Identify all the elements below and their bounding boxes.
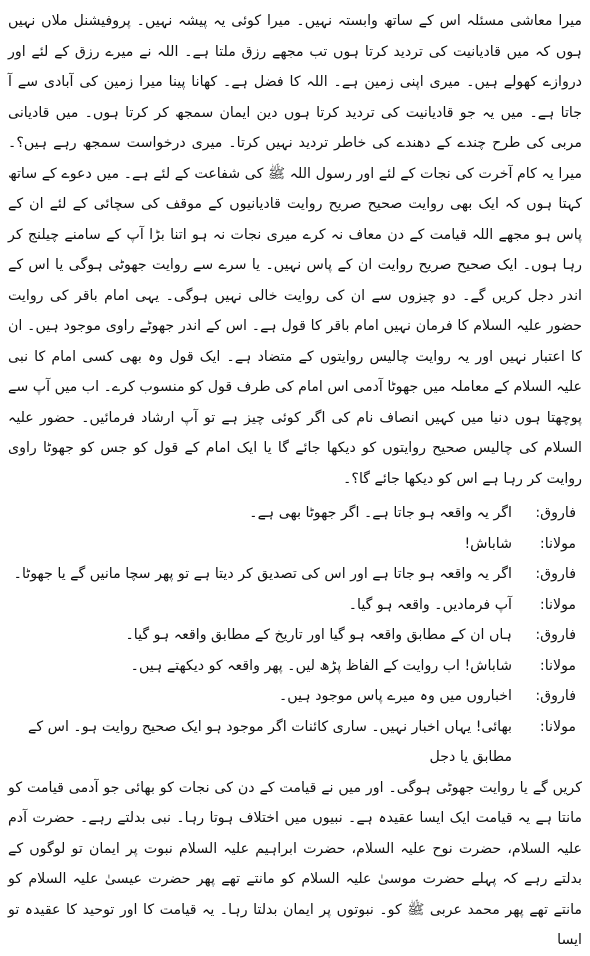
- speech-text: اگر یہ واقعہ ہو جاتا ہے۔ اگر جھوٹا بھی ہے۔: [249, 505, 512, 521]
- speech-text: ہاں ان کے مطابق واقعہ ہو گیا اور تاریخ کے مطابق واقعہ ہو گیا۔: [125, 627, 512, 643]
- dialogue-line: [8, 559, 582, 590]
- speech-text: شاباش! اب روایت کے الفاظ پڑھ لیں۔ پھر واقعہ کو دیکھتے ہیں۔: [130, 657, 512, 674]
- dialogue-line: [8, 498, 582, 529]
- dialogue-line: [8, 590, 582, 621]
- dialogue-line: [8, 620, 582, 651]
- speaker-label: فاروق:: [535, 505, 576, 521]
- speech-text: اگر یہ واقعہ ہو جاتا ہے اور اس کی تصدیق کر دیتا ہے تو پھر سچا مانیں گے یا جھوٹا۔: [13, 566, 512, 582]
- speaker-label: مولانا:: [539, 657, 576, 674]
- speaker-label: مولانا:: [539, 596, 576, 613]
- dialogue-line: [8, 681, 582, 712]
- dialogue-line: [8, 712, 582, 773]
- speaker-label: فاروق:: [535, 627, 576, 643]
- speech-text: بھائی! یہاں اخبار نہیں۔ ساری کائنات اگر موجود ہو ایک صحیح روایت ہو۔ اس کے مطابق یا دجل: [28, 718, 512, 765]
- speech-text: آپ فرمادیں۔ واقعہ ہو گیا۔: [348, 596, 512, 613]
- speaker-label: فاروق:: [535, 566, 576, 582]
- outro-paragraph: کریں گے یا روایت جھوٹی ہوگی۔ اور میں نے قیامت کے دن کی نجات کو بھائی جو آدمی قیامت کو مانتا ہے یہ قیامت ایک ایسا عقیدہ ہے۔ نبیوں میں اختلاف ہوتا رہا۔ نبی بدلتے رہے۔ حضرت آدم علیہ السلام، حضرت نوح علیہ السلام، حضرت ابراہیم علیہ السلام نبوت پر ایمان تو لوگوں کے بدلتے رہے کہ پہلے حضرت موسیٰ علیہ السلام کو مانتے تھے پھر حضرت عیسیٰ علیہ السلام کو مانتے تھے پھر محمد عربی ﷺ کو۔ نبوتوں پر ایمان بدلتا رہا۔ یہ قیامت کا اور توحید کا عقیدہ تو ایسا: [8, 779, 582, 948]
- speaker-label: مولانا:: [539, 718, 576, 735]
- speaker-label: فاروق:: [535, 688, 576, 704]
- dialogue-list: [8, 498, 582, 773]
- speaker-label: مولانا:: [539, 535, 576, 552]
- speech-text: شاباش!: [464, 535, 512, 552]
- speech-text: اخباروں میں وہ میرے پاس موجود ہیں۔: [278, 688, 512, 704]
- dialogue-line: [8, 529, 582, 560]
- dialogue-line: [8, 651, 582, 682]
- intro-paragraph: میرا معاشی مسئلہ اس کے ساتھ وابستہ نہیں۔ میرا کوئی یہ پیشہ نہیں۔ پروفیشنل ملاں نہیں ہوں کہ میں قادیانیت کی تردید کرتا ہوں تب مجھے رزق ملتا ہے۔ اللہ نے میرے رزق کے لئے اور دروازے کھولے ہیں۔ میری اپنی زمین ہے۔ اللہ کا فضل ہے۔ کھانا پینا میرا زمین کی آبادی سے آ جاتا ہے۔ میں یہ جو قادیانیت کی تردید کرتا ہوں دین ایمان سمجھ کر کرتا ہوں۔ میں قادیانی مربی کی طرح چندے کے دھندے کی خاطر تردید نہیں کرتا۔ میری درخواست سمجھ رہے ہیں؟۔ میرا یہ کام آخرت کی نجات کے لئے اور رسول اللہ ﷺ کی شفاعت کے لئے ہے۔ میں دعوے کے ساتھ کہتا ہوں کہ ایک بھی روایت صحیح صریح روایت قادیانیوں کے موقف کی سچائی کے لئے ان کے پاس ہو مجھے اللہ قیامت کے دن معاف نہ کرے میری نجات نہ ہو اتنا بڑا آپ کے سامنے چیلنج کر رہا ہوں۔ ایک صحیح صریح روایت ان کے پاس نہیں۔ یا سرے سے روایت جھوٹی ہوگی یا اس کے اندر دجل کریں گے۔ دو چیزوں سے ان کی روایت خالی نہیں ہوگی۔ یہی امام باقر کی روایت حضور علیہ السلام کا فرمان نہیں امام باقر کا قول ہے۔ اس کے اندر جھوٹے راوی موجود ہیں۔ ان کا اعتبار نہیں اور یہ روایت چالیس روایتوں کے متضاد ہے۔ ایک قول وہ بھی کسی امام کا نبی علیہ السلام کے معاملہ میں جھوٹا آدمی اس امام کی طرف قول کو منسوب کرے۔ اب میں آپ سے پوچھتا ہوں دنیا میں کہیں انصاف نام کی اگر کوئی چیز ہے تو آپ ارشاد فرمائیں۔ حضور علیہ السلام کی چالیس صحیح روایتوں کو دیکھا جائے گا یا ایک امام کے قول کو جس کو جھوٹا راوی روایت کر رہا ہے اس کو دیکھا جائے گا؟۔: [8, 13, 582, 487]
